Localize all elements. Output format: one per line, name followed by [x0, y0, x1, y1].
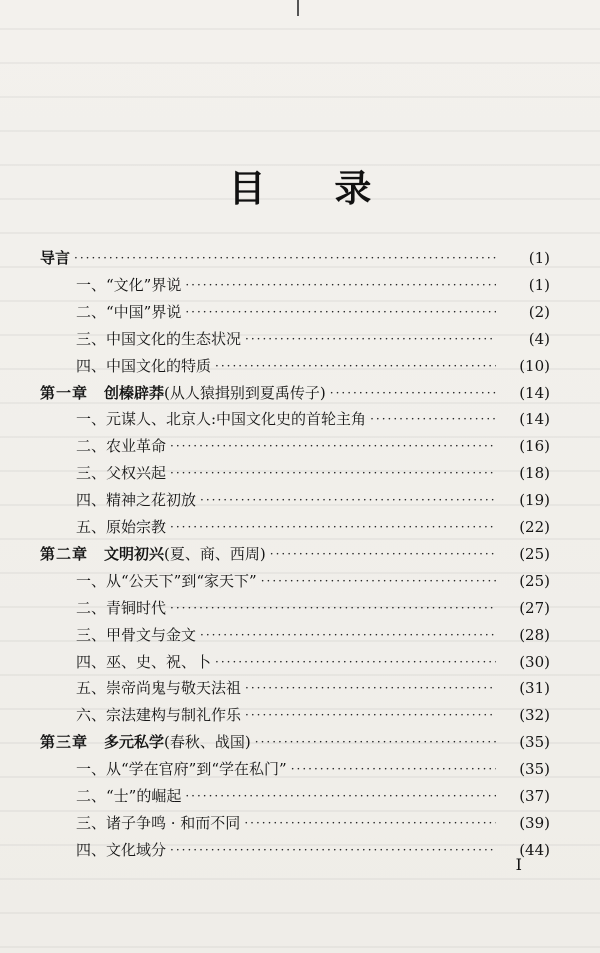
chapter-title: 创榛辟莽 — [104, 383, 165, 402]
toc-page-number: (1) — [528, 275, 550, 294]
chapter-subtitle: (从人猿揖别到夏禹传子) — [164, 383, 326, 402]
toc-entry-row[interactable] — [0, 299, 600, 325]
toc-entry-label: 三、中国文化的生态状况 — [76, 329, 242, 348]
toc-page-number: (14) — [519, 383, 550, 402]
toc-entry-row[interactable] — [0, 756, 600, 782]
leader-dots — [245, 702, 496, 728]
toc-section-row[interactable] — [0, 245, 600, 271]
toc-entry-row[interactable] — [0, 487, 600, 513]
toc-page-number: (35) — [519, 760, 550, 779]
toc-page-number: (4) — [528, 329, 550, 348]
toc-entry-row[interactable] — [0, 406, 600, 432]
toc-page-number: (19) — [519, 491, 550, 510]
leader-dots — [270, 541, 496, 567]
toc-entry-row[interactable] — [0, 649, 600, 675]
leader-dots — [200, 487, 496, 513]
toc-entry-label: 四、精神之花初放 — [76, 491, 197, 510]
leader-dots — [170, 837, 496, 863]
toc-entry-label: 一、元谋人、北京人:中国文化史的首轮主角 — [76, 410, 367, 429]
chapter-subtitle: (春秋、战国) — [164, 733, 251, 752]
toc-entry-label: 二、“士”的崛起 — [76, 787, 182, 805]
toc-entry-row[interactable] — [0, 326, 600, 352]
toc-entry-row[interactable] — [0, 675, 600, 701]
toc-page-number: (28) — [519, 625, 550, 644]
toc-entry-label: 导言 — [40, 249, 71, 267]
toc-page-number: (31) — [519, 679, 550, 698]
toc-entry-row[interactable] — [0, 622, 600, 648]
toc-entry-label: 二、“中国”界说 — [76, 302, 182, 321]
page-number: I — [515, 855, 522, 874]
toc-page-number: (30) — [519, 652, 550, 671]
toc-page-number: (39) — [519, 813, 550, 832]
leader-dots — [74, 245, 496, 271]
toc-page-number: (27) — [519, 598, 550, 617]
toc-entry-label: 一、从“学在官府”到“学在私门” — [76, 760, 287, 779]
toc-entry-row[interactable] — [0, 460, 600, 486]
chapter-number: 第二章 — [40, 544, 89, 563]
toc-page-number: (35) — [519, 733, 550, 752]
leader-dots — [170, 595, 496, 621]
toc-page-number: (16) — [519, 437, 550, 456]
leader-dots — [255, 729, 496, 755]
toc-entry-row[interactable] — [0, 568, 600, 594]
leader-dots — [245, 675, 496, 701]
toc-entry-label: 四、巫、史、祝、卜 — [76, 652, 212, 671]
toc-page-number: (22) — [519, 518, 550, 536]
leader-dots — [185, 272, 496, 298]
leader-dots — [185, 299, 496, 325]
leader-dots — [170, 460, 496, 486]
toc-chapter-heading — [40, 729, 251, 755]
chapter-title: 多元私学 — [104, 733, 165, 752]
leader-dots — [185, 783, 496, 809]
chapter-number: 第一章 — [40, 383, 89, 402]
toc-chapter-row[interactable] — [0, 380, 600, 406]
toc-entry-label: 三、父权兴起 — [76, 464, 167, 483]
toc-entry-label: 四、中国文化的特质 — [76, 356, 212, 375]
toc-page-number: (25) — [519, 571, 550, 590]
toc-page-number: (14) — [519, 410, 550, 429]
toc-page-number: (18) — [519, 464, 550, 483]
leader-dots — [370, 406, 496, 432]
leader-dots — [170, 433, 496, 459]
toc-chapter-row[interactable] — [0, 541, 600, 567]
toc-entry-label: 三、甲骨文与金文 — [76, 625, 197, 644]
toc-page-number: (2) — [528, 302, 550, 321]
toc-entry-row[interactable] — [0, 837, 600, 863]
leader-dots — [291, 756, 496, 782]
toc-entry-row[interactable] — [0, 783, 600, 809]
toc-entry-label: 三、诸子争鸣 · 和而不同 — [76, 813, 241, 832]
toc-entry-label: 二、农业革命 — [76, 437, 167, 456]
toc-entry-row[interactable] — [0, 810, 600, 836]
leader-dots — [330, 380, 496, 406]
toc-chapter-heading — [40, 380, 326, 406]
toc-page-number: (10) — [519, 356, 550, 375]
toc-entry-label: 六、宗法建构与制礼作乐 — [76, 706, 242, 725]
leader-dots — [215, 353, 496, 379]
toc-entry-label: 四、文化域分 — [76, 840, 167, 859]
toc-entry-label: 五、崇帝尚鬼与敬天法祖 — [76, 679, 242, 698]
toc-page-number: (44) — [519, 840, 550, 859]
toc-page-number: (25) — [519, 544, 550, 563]
toc-entry-label: 二、青铜时代 — [76, 598, 167, 617]
toc-entry-row[interactable] — [0, 514, 600, 540]
leader-dots — [215, 649, 496, 675]
chapter-title: 文明初兴 — [104, 544, 165, 563]
toc-entry-row[interactable] — [0, 595, 600, 621]
toc-chapter-heading — [40, 541, 266, 567]
toc-entry-row[interactable] — [0, 433, 600, 459]
leader-dots — [170, 514, 496, 540]
toc-page-number: (32) — [519, 706, 550, 725]
leader-dots — [200, 622, 496, 648]
toc-page-number: (37) — [519, 787, 550, 805]
toc-entry-row[interactable] — [0, 702, 600, 728]
toc-entry-row[interactable] — [0, 353, 600, 379]
page-title: 目 录 — [228, 167, 400, 210]
toc-entry-label: 一、“文化”界说 — [76, 275, 182, 294]
toc-entry-row[interactable] — [0, 272, 600, 298]
leader-dots — [261, 568, 496, 594]
toc-entry-label: 五、原始宗教 — [76, 518, 167, 536]
binding-mark — [297, 0, 299, 16]
toc-chapter-row[interactable] — [0, 729, 600, 755]
chapter-number: 第三章 — [40, 733, 89, 752]
leader-dots — [244, 810, 496, 836]
toc-entry-label: 一、从“公天下”到“家天下” — [76, 571, 257, 590]
toc-page-number: (1) — [528, 249, 550, 267]
leader-dots — [245, 326, 496, 352]
chapter-subtitle: (夏、商、西周) — [164, 544, 266, 563]
